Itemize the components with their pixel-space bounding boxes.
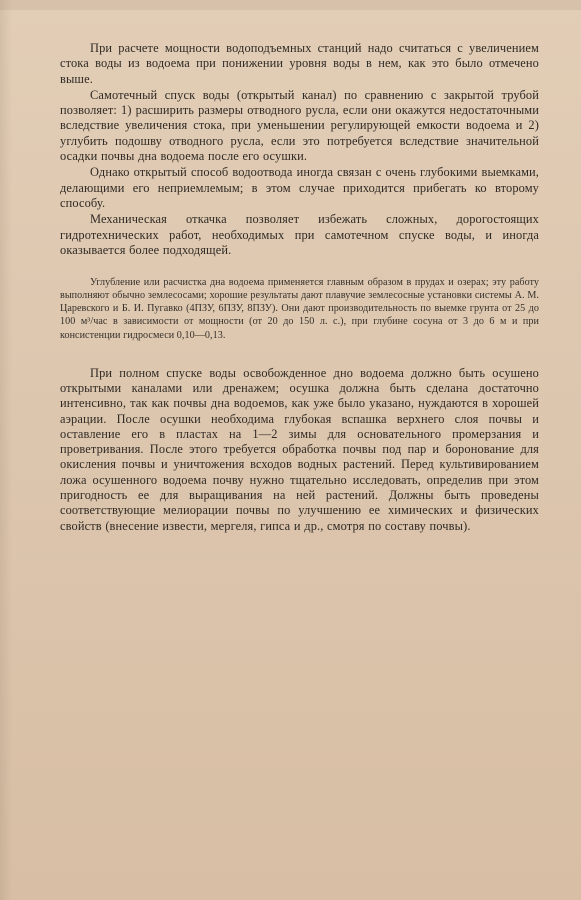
paragraph-pump-station-capacity: При расчете мощности водоподъемных станций надо считаться с увеличением стока воды из водоема при понижении уровня воды в нем, как это было отмечено выше. [60, 41, 539, 86]
paragraph-open-channel-advantages: Самотечный спуск воды (открытый канал) по сравнению с закрытой трубой позволяет: 1) расширить размеры отводного русла, если они окажутся недостаточными вследствие увеличения стока, при уменьшении регулирующей емкости водоема и 2) углубить подошву отводного русла, если это потребуется вследствие значительной осадки почвы дна водоема после его осушки. [60, 87, 539, 164]
paragraph-mechanical-pumping: Механическая откачка позволяет избежать сложных, дорогостоящих гидротехнических работ, необходимых при самотечном спуске воды, и иногда оказывается более подходящей. [60, 212, 539, 257]
paragraph-drained-bottom-treatment: При полном спуске воды освобожденное дно водоема должно быть осушено открытыми каналами или дренажем; осушка должна быть сделана достаточно интенсивно, так как почвы дна водоемов, как уже было указано, нуждаются в хорошей аэрации. После осушки необходима глубокая вспашка верхнего слоя почвы и оставление его в пластах на 1—2 зимы для основательного промерзания и проветривания. После этого требуется обработка почвы под пар и боронование для окисления почвы и уничтожения всходов водных растений. Перед культивированием ложа осушенного водоема почву нужно тщательно исследовать, определив при этом пригодность ее для выращивания на ней растений. Должны быть проведены соответствующие мелиорации почвы по улучшению ее химических и физических свойств (внесение извести, мергеля, гипса и др., смотря по составу почвы). [60, 365, 539, 533]
main-text [60, 41, 539, 258]
small-print-note [60, 276, 539, 341]
note-dredging: Углубление или расчистка дна водоема применяется главным образом в прудах и озерах; эту работу выполняют обычно землесосами; хорошие результаты дают плавучие землесосные установки системы А. М. Царевского и Б. И. Пугавко (4ПЗУ, 6ПЗУ, 8ПЗУ). Они дают производительность по выемке грунта от 25 до 100 м³/час в зависимости от мощности (от 20 до 150 л. с.), при глубине сосуна от 3 до 6 м и при консистенции гидросмеси 0,10—0,13. [60, 277, 539, 341]
main-text-continued [60, 366, 539, 534]
paragraph-open-channel-limitations: Однако открытый способ водоотвода иногда связан с очень глубокими выемками, делающими его неприемлемым; в этом случае приходится прибегать ко второму способу. [60, 165, 539, 210]
